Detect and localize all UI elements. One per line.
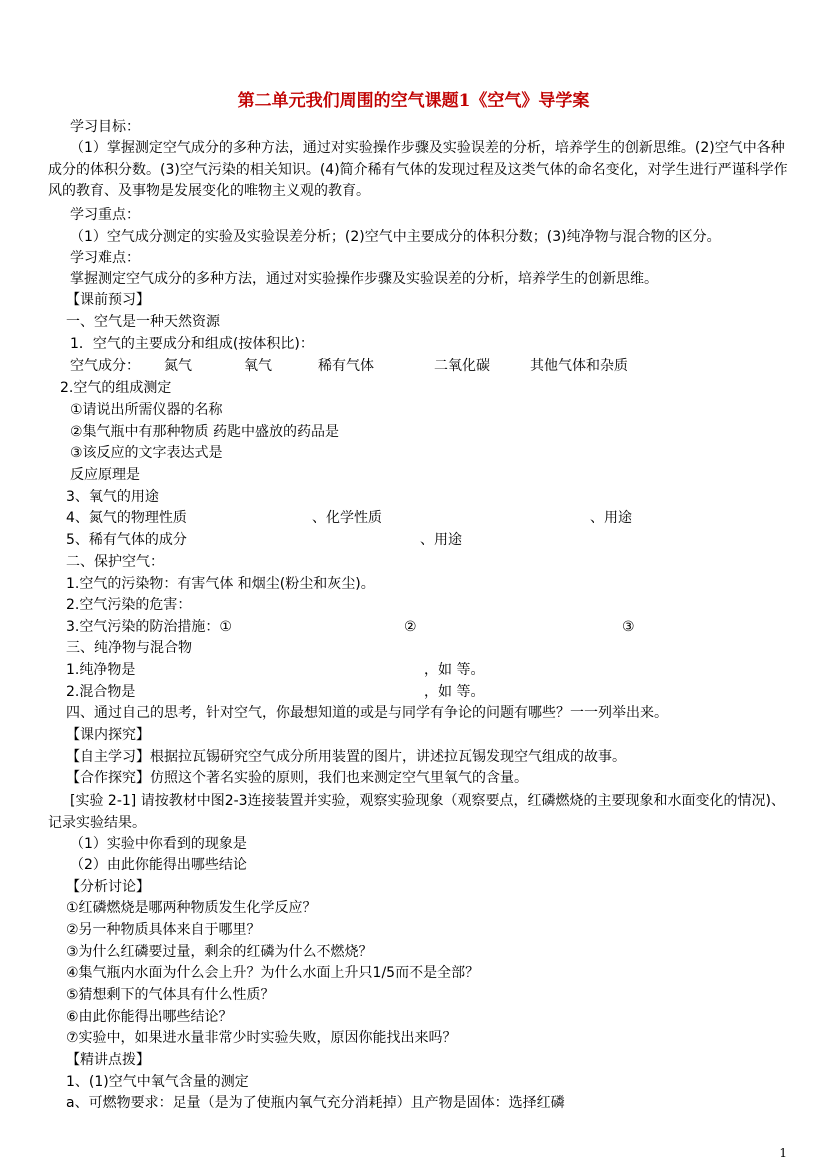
component-other: 其他气体和杂质: [530, 358, 628, 374]
difficulties-heading: 学习难点：: [70, 250, 140, 266]
discussion-heading: 【分析讨论】: [66, 879, 150, 895]
discussion-item: ⑥由此你能得出哪些结论？: [66, 1009, 233, 1025]
discussion-item: ③为什么红磷要过量，剩余的红磷为什么不燃烧？: [66, 944, 373, 960]
objectives-text: [48, 138, 793, 203]
nitrogen-row: [66, 509, 746, 527]
question-item: 1.空气的污染物：有害气体 和烟尘(粉尘和灰尘)。: [66, 576, 375, 592]
preview-heading: 【课前预习】: [66, 292, 150, 308]
section-one-heading: 一、空气是一种天然资源: [66, 314, 220, 330]
component-co2: 二氧化碳: [434, 358, 490, 374]
discussion-item: ⑦实验中，如果进水量非常少时实验失败，原因你能找出来吗？: [66, 1030, 457, 1046]
experiment-question: （1）实验中你看到的现象是: [70, 836, 247, 852]
page-number: 1: [779, 1146, 787, 1160]
components-label: 空气成分：: [70, 358, 140, 374]
discussion-item: ①红磷燃烧是哪两种物质发生化学反应？: [66, 900, 317, 916]
composition-measure-heading: 2.空气的组成测定: [60, 380, 172, 396]
discussion-item: ⑤猜想剩下的气体具有什么性质？: [66, 987, 275, 1003]
nitrogen-physical: 4、氮气的物理性质: [66, 510, 187, 526]
cooperative-inquiry: 【合作探究】仿照这个著名实验的原则，我们也来测定空气里氧气的含量。: [66, 770, 528, 786]
rare-gas-composition: 5、稀有气体的成分: [66, 532, 187, 548]
component-oxygen: 氧气: [244, 358, 272, 374]
section-three-heading: 三、纯净物与混合物: [66, 640, 192, 656]
objectives-body: （1）掌握测定空气成分的多种方法，通过对实验操作步骤及实验误差的分析，培养学生的创新思维。(2)空气中各种成分的体积分数。(3)空气污染的相关知识。(4)简介稀有气体的发现过程及这类气体的命名变化，对学生进行严谨科学作风的教育、及事物是发展变化的唯物主义观的教育。: [48, 140, 788, 199]
self-study: 【自主学习】根据拉瓦锡研究空气成分所用装置的图片，讲述拉瓦锡发现空气组成的故事。: [66, 749, 626, 765]
objectives-heading: 学习目标：: [70, 119, 140, 135]
mixture-example: ，如 等。: [424, 684, 485, 700]
explore-heading: 【课内探究】: [66, 727, 150, 743]
section-four: 四、通过自己的思考，针对空气，你最想知道的或是与同学有争论的问题有哪些？一一列举出来。: [66, 705, 668, 721]
experiment-text: [48, 791, 793, 834]
question-item: ①请说出所需仪器的名称: [70, 402, 223, 418]
experiment-body: [实验 2-1] 请按教材中图2-3连接装置并实验，观察实验现象（观察要点，红磷燃烧的主要现象和水面变化的情况)、记录实验结果。: [48, 793, 786, 831]
rare-gas-row: [66, 531, 566, 549]
composition-question: 1．空气的主要成分和组成(按体积比)：: [70, 336, 314, 352]
prevention-measure-2: ②: [404, 619, 417, 635]
lecture-heading: 【精讲点拨】: [66, 1052, 150, 1068]
document-title: 第二单元我们周围的空气课题1《空气》导学案: [237, 91, 590, 111]
prevention-row: [66, 618, 666, 636]
mixture-def: 2.混合物是: [66, 684, 136, 700]
experiment-question: （2）由此你能得出哪些结论: [70, 857, 247, 873]
key-points-text: （1）空气成分测定的实验及实验误差分析；(2)空气中主要成分的体积分数；(3)纯净物与混合物的区分。: [70, 229, 721, 245]
difficulties-text: 掌握测定空气成分的多种方法，通过对实验操作步骤及实验误差的分析，培养学生的创新思维。: [70, 271, 658, 287]
question-item: 3、氧气的用途: [66, 489, 159, 505]
question-item: ③该反应的文字表达式是: [70, 445, 223, 461]
discussion-item: ④集气瓶内水面为什么会上升？为什么水面上升只1/5而不是全部？: [66, 965, 480, 981]
pure-substance-example: ，如 等。: [424, 662, 485, 678]
prevention-measure-3: ③: [622, 619, 635, 635]
lecture-point: a、可燃物要求：足量（是为了使瓶内氧气充分消耗掉）且产物是固体：选择红磷: [66, 1095, 565, 1111]
pure-substance-def: 1.纯净物是: [66, 662, 136, 678]
prevention-measure-1: 3.空气污染的防治措施：①: [66, 619, 232, 635]
question-item: 2.空气污染的危害：: [66, 597, 192, 613]
nitrogen-use: 、用途: [590, 510, 632, 526]
rare-gas-use: 、用途: [420, 532, 462, 548]
key-points-heading: 学习重点：: [70, 207, 140, 223]
lecture-point: 1、(1)空气中氧气含量的测定: [66, 1074, 249, 1090]
section-two-heading: 二、保护空气：: [66, 554, 164, 570]
nitrogen-chemical: 、化学性质: [312, 510, 382, 526]
component-nitrogen: 氮气: [164, 358, 192, 374]
components-row: [70, 357, 690, 375]
pure-substance-row: [66, 661, 506, 679]
discussion-item: ②另一种物质具体来自于哪里？: [66, 922, 261, 938]
mixture-row: [66, 683, 506, 701]
component-rare-gas: 稀有气体: [318, 358, 374, 374]
question-item: 反应原理是: [70, 467, 140, 483]
question-item: ②集气瓶中有那种物质 药匙中盛放的药品是: [70, 424, 339, 440]
